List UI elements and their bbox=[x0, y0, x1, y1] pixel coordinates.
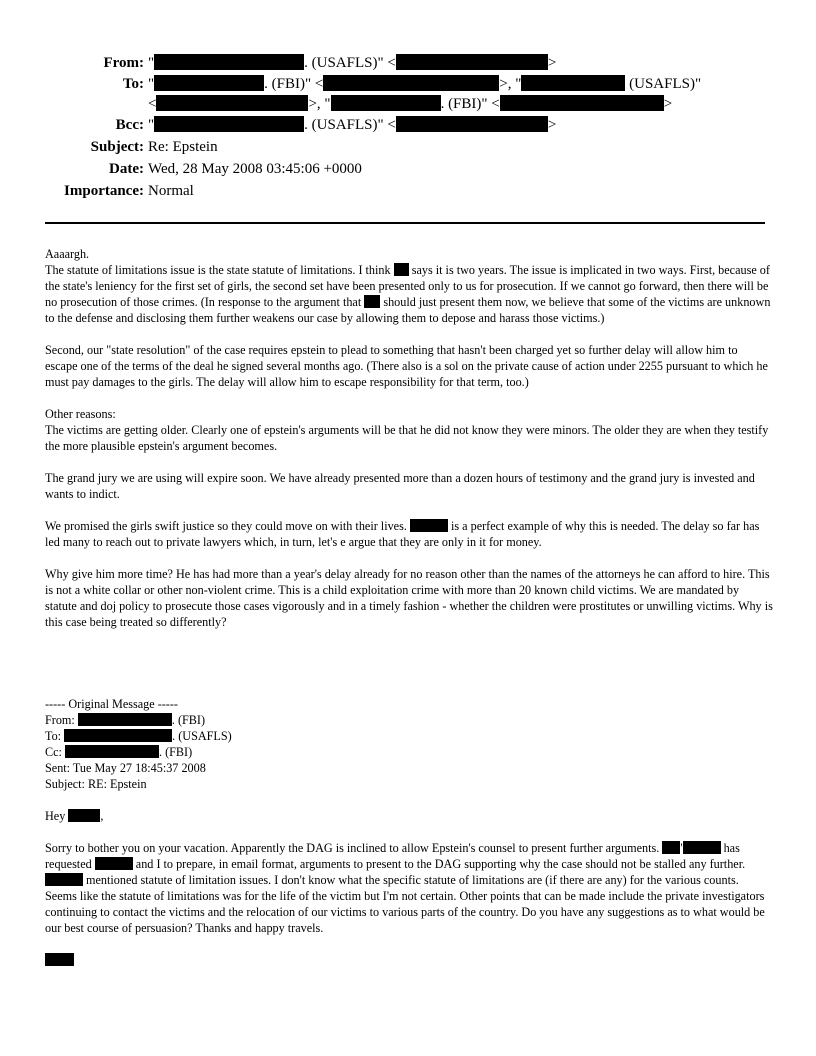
redaction-block bbox=[95, 857, 133, 870]
importance-value: Normal bbox=[148, 183, 194, 199]
date-value: Wed, 28 May 2008 03:45:06 +0000 bbox=[148, 161, 362, 177]
from-label: From: bbox=[103, 55, 144, 71]
redaction-block bbox=[154, 75, 264, 91]
redaction-block bbox=[683, 841, 721, 854]
original-from-line: From: . (FBI) bbox=[45, 713, 206, 727]
original-body-paragraph: Sorry to bother you on your vacation. Apparently the DAG is inclined to allow Epstein's counsel to present further arguments. ' has requested and I to prepare, in email format, arguments to present to the DAG supporting why the case should not be stalled any further. mentioned statute of limitation issues. I don't know what the specific statute of limitations are (if there are any) for the various counts. Seems like the statute of limitations was for the life of the victim but I'm not certain. Other points that can be made include the private investigators continuing to contact the victims and the relocation of our victims to various parts of the country. Do you have any suggestions as to what would be our best course of persuasion? Thanks and happy travels. bbox=[45, 841, 765, 935]
original-greeting: Hey , bbox=[45, 809, 104, 823]
redaction-block bbox=[521, 75, 625, 91]
reply-body bbox=[45, 246, 773, 630]
paragraph-statute: The statute of limitations issue is the state statute of limitations. I think says it is two years. The issue is implicated in two ways. First, because of the state's leniency for the first set of girls, the second set have been presented only to us for prosecution. If we cannot go forward, then there will be no prosecution of those crimes. (In response to the argument that should just present them now, we believe that some of the victims are unknown to the defense and disclosing them further weakens our case by allowing them to depose and harass those victims.) bbox=[45, 263, 771, 325]
date-label: Date: bbox=[109, 161, 144, 177]
redaction-block bbox=[394, 263, 409, 276]
redaction-block bbox=[154, 54, 304, 70]
redaction-block bbox=[65, 745, 159, 758]
original-sent-line: Sent: Tue May 27 18:45:37 2008 bbox=[45, 761, 206, 775]
redaction-block bbox=[64, 729, 172, 742]
paragraph-swift-justice: We promised the girls swift justice so they could move on with their lives. is a perfect example of why this is needed. The delay so far has led many to reach out to private lawyers which, in turn, let's e argue that they are only in it for money. bbox=[45, 519, 760, 549]
redaction-block bbox=[78, 713, 172, 726]
redaction-block bbox=[396, 116, 548, 132]
original-subject-line: Subject: RE: Epstein bbox=[45, 777, 147, 791]
redaction-block bbox=[364, 295, 380, 308]
paragraph-state-resolution: Second, our "state resolution" of the case requires epstein to plead to something that hasn't been charged yet so further delay will allow him to escape one of the terms of the deal he signed several months ago. (There also is a sol on the private cause of action under 2255 pursuant to which he must pay damages to the girls. The delay will allow him to escape responsibility for that term, too.) bbox=[45, 343, 768, 389]
redaction-block bbox=[68, 809, 100, 822]
paragraph-grand-jury: The grand jury we are using will expire soon. We have already presented more than a dozen hours of testimony and the grand jury is invested and wants to indict. bbox=[45, 471, 755, 501]
redaction-block bbox=[662, 841, 680, 854]
redaction-block bbox=[331, 95, 441, 111]
redaction-block bbox=[410, 519, 448, 532]
original-message-divider: ----- Original Message ----- bbox=[45, 697, 178, 711]
paragraph-victims-older: The victims are getting older. Clearly one of epstein's arguments will be that he did not know they were minors. The older they are when they testify the more plausible epstein's argument becomes. bbox=[45, 423, 769, 453]
redaction-block bbox=[396, 54, 548, 70]
redaction-block bbox=[500, 95, 664, 111]
subject-value: Re: Epstein bbox=[148, 139, 218, 155]
header-divider bbox=[45, 222, 765, 224]
redaction-block bbox=[154, 116, 304, 132]
paragraph-more-time: Why give him more time? He has had more than a year's delay already for no reason other than the names of the attorneys he can afford to hire. This is not a white collar or other non-violent crime. This is a child exploitation crime with more than 20 known child victims. We are mandated by statute and doj policy to prosecute those cases vigorously and in a timely fashion - whether the children were prostitutes or unwilling victims. Why is this case being treated so differently? bbox=[45, 567, 773, 629]
other-reasons-heading: Other reasons: bbox=[45, 407, 116, 421]
redaction-block bbox=[45, 873, 83, 886]
subject-label: Subject: bbox=[90, 139, 144, 155]
bcc-label: Bcc: bbox=[115, 117, 144, 133]
redaction-block bbox=[323, 75, 499, 91]
original-cc-line: Cc: . (FBI) bbox=[45, 745, 193, 759]
importance-label: Importance: bbox=[64, 183, 144, 199]
redaction-block bbox=[156, 95, 308, 111]
greeting-line: Aaaargh. bbox=[45, 247, 90, 261]
signature-redaction bbox=[45, 953, 74, 966]
original-message bbox=[45, 696, 773, 936]
to-label: To: bbox=[122, 76, 144, 92]
original-to-line: To: . (USAFLS) bbox=[45, 729, 232, 743]
